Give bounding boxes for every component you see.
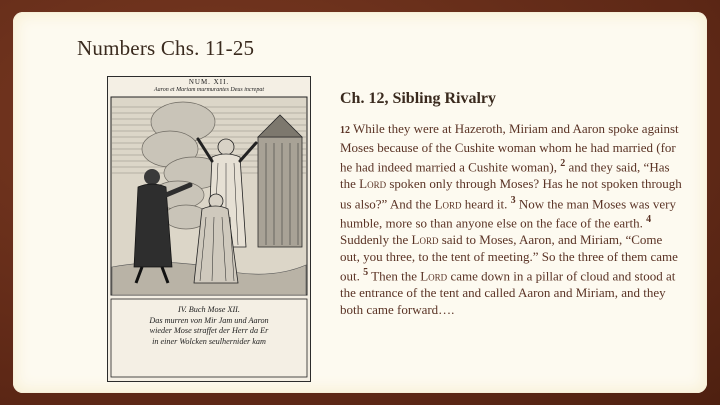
engraving-caption-bottom-line2: Das murren von Mir Jam und Aaron — [149, 315, 269, 325]
verse-number-4: 4 — [646, 214, 652, 226]
engraving-caption-top — [108, 77, 310, 95]
scripture-passage — [340, 121, 684, 318]
engraving-caption-bottom-line3: wieder Mose straffet der Herr da Er — [149, 326, 269, 335]
verse-4-text-b: said to Moses, Aaron, and Miriam, “Come out, you three, to the tent of meeting.” So the three of them came out. — [340, 232, 678, 284]
lord-small-caps: Lord — [359, 175, 387, 191]
verse-3-text: Now the man Moses was very humble, more so than anyone else on the face of the earth. — [340, 195, 676, 231]
verse-12-text: While they were at Hazeroth, Miriam and Aaron spoke against Moses because of the Cushite woman whom he had married (for he had indeed married a Cushite woman), — [340, 121, 679, 175]
verse-5-text-a: Then the — [368, 268, 421, 284]
verse-4-text-a: Suddenly the — [340, 232, 412, 248]
passage-heading: Ch. 12, Sibling Rivalry — [340, 90, 497, 107]
verse-2-text-b: spoken only through Moses? Has he not spoken through us also?” And the — [340, 175, 682, 211]
verse-2-text-a: and they said, “Has the — [340, 159, 670, 191]
lord-small-caps: Lord — [411, 232, 439, 248]
engraving-image — [107, 76, 311, 382]
engraving-caption-bottom — [112, 305, 306, 347]
engraving-caption-top-line2: Aaron et Mariam murmurantes Deus increpat — [153, 87, 265, 93]
verse-number-2: 2 — [560, 158, 566, 170]
engraving-caption-bottom-line1: IV. Buch Mose XII. — [178, 305, 240, 314]
engraving-caption-top-line1: NUM. XII. — [188, 78, 230, 86]
engraving-caption-bottom-line4: in einer Wolcken seulhernider kam — [152, 336, 266, 346]
verse-number-3: 3 — [510, 194, 516, 206]
lord-small-caps: Lord — [434, 195, 462, 211]
slide-title: Numbers Chs. 11-25 — [77, 36, 255, 60]
verse-2-text-c: heard it. — [461, 195, 511, 211]
tent-of-meeting — [258, 115, 302, 247]
verse-number-5: 5 — [363, 267, 369, 279]
verse-5-text-b: came down in a pillar of cloud and stood at the entrance of the tent and called Aaron and Miriam, and they both came forward…. — [340, 268, 676, 317]
slide — [13, 12, 707, 393]
lord-small-caps: Lord — [420, 268, 448, 284]
verse-number-12: 12 — [340, 125, 350, 136]
